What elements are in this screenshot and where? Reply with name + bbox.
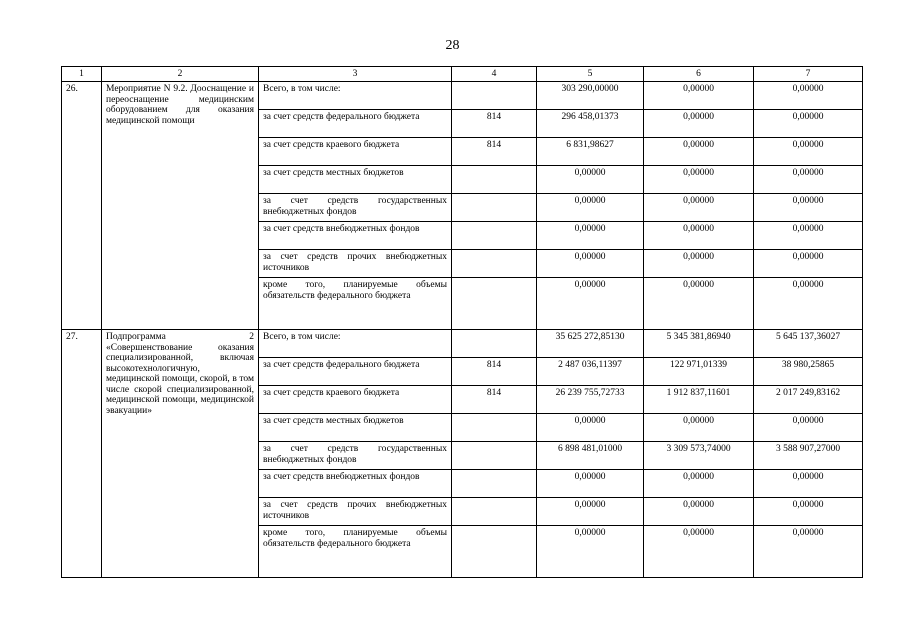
value-col-7: 5 645 137,36027 — [754, 330, 863, 358]
value-col-6: 0,00000 — [644, 470, 754, 498]
value-col-7: 0,00000 — [754, 222, 863, 250]
value-col-7: 3 588 907,27000 — [754, 442, 863, 470]
value-col-7: 0,00000 — [754, 498, 863, 526]
budget-code — [452, 330, 537, 358]
value-col-7: 0,00000 — [754, 414, 863, 442]
header-cell: 7 — [754, 67, 863, 82]
value-col-7: 2 017 249,83162 — [754, 386, 863, 414]
page-number: 28 — [445, 38, 460, 53]
header-cell: 1 — [62, 67, 102, 82]
table-row — [62, 82, 863, 110]
value-col-5: 0,00000 — [537, 526, 644, 578]
value-col-6: 3 309 573,74000 — [644, 442, 754, 470]
table-row — [62, 330, 863, 358]
value-col-7: 0,00000 — [754, 110, 863, 138]
budget-code: 814 — [452, 138, 537, 166]
table-body — [62, 82, 863, 578]
funding-source: кроме того, планируемые объемы обязательств федерального бюджета — [259, 278, 452, 330]
value-col-5: 0,00000 — [537, 166, 644, 194]
value-col-7: 38 980,25865 — [754, 358, 863, 386]
value-col-7: 0,00000 — [754, 526, 863, 578]
budget-code — [452, 498, 537, 526]
budget-code — [452, 414, 537, 442]
value-col-6: 0,00000 — [644, 110, 754, 138]
funding-source: кроме того, планируемые объемы обязательств федерального бюджета — [259, 526, 452, 578]
value-col-6: 0,00000 — [644, 222, 754, 250]
value-col-6: 5 345 381,86940 — [644, 330, 754, 358]
budget-code — [452, 82, 537, 110]
value-col-5: 0,00000 — [537, 250, 644, 278]
value-col-6: 0,00000 — [644, 166, 754, 194]
item-name: Мероприятие N 9.2. Дооснащение и переоснащение медицинским оборудованием для оказания медицинской помощи — [102, 82, 259, 330]
budget-code — [452, 250, 537, 278]
value-col-6: 122 971,01339 — [644, 358, 754, 386]
budget-code — [452, 470, 537, 498]
value-col-7: 0,00000 — [754, 470, 863, 498]
budget-code — [452, 222, 537, 250]
header-cell: 6 — [644, 67, 754, 82]
value-col-7: 0,00000 — [754, 278, 863, 330]
value-col-7: 0,00000 — [754, 166, 863, 194]
funding-source: за счет средств прочих внебюджетных источников — [259, 498, 452, 526]
budget-code — [452, 278, 537, 330]
value-col-7: 0,00000 — [754, 138, 863, 166]
value-col-6: 0,00000 — [644, 414, 754, 442]
value-col-6: 0,00000 — [644, 138, 754, 166]
value-col-5: 0,00000 — [537, 498, 644, 526]
funding-source: Всего, в том числе: — [259, 330, 452, 358]
funding-source: Всего, в том числе: — [259, 82, 452, 110]
budget-table — [61, 66, 863, 578]
header-cell: 4 — [452, 67, 537, 82]
funding-source: за счет средств государственных внебюджетных фондов — [259, 194, 452, 222]
value-col-5: 0,00000 — [537, 222, 644, 250]
header-cell: 5 — [537, 67, 644, 82]
value-col-6: 0,00000 — [644, 278, 754, 330]
value-col-6: 0,00000 — [644, 194, 754, 222]
value-col-7: 0,00000 — [754, 194, 863, 222]
value-col-5: 2 487 036,11397 — [537, 358, 644, 386]
value-col-5: 0,00000 — [537, 414, 644, 442]
value-col-7: 0,00000 — [754, 82, 863, 110]
budget-code — [452, 166, 537, 194]
budget-code: 814 — [452, 110, 537, 138]
value-col-5: 6 831,98627 — [537, 138, 644, 166]
value-col-5: 296 458,01373 — [537, 110, 644, 138]
funding-source: за счет средств прочих внебюджетных источников — [259, 250, 452, 278]
funding-source: за счет средств государственных внебюджетных фондов — [259, 442, 452, 470]
funding-source: за счет средств федерального бюджета — [259, 358, 452, 386]
budget-code — [452, 442, 537, 470]
header-cell: 2 — [102, 67, 259, 82]
funding-source: за счет средств федерального бюджета — [259, 110, 452, 138]
budget-code — [452, 194, 537, 222]
value-col-5: 303 290,00000 — [537, 82, 644, 110]
value-col-6: 0,00000 — [644, 526, 754, 578]
budget-code — [452, 526, 537, 578]
item-number: 26. — [62, 82, 102, 330]
value-col-6: 1 912 837,11601 — [644, 386, 754, 414]
value-col-5: 6 898 481,01000 — [537, 442, 644, 470]
value-col-5: 26 239 755,72733 — [537, 386, 644, 414]
header-cell: 3 — [259, 67, 452, 82]
value-col-6: 0,00000 — [644, 498, 754, 526]
funding-source: за счет средств внебюджетных фондов — [259, 470, 452, 498]
funding-source: за счет средств местных бюджетов — [259, 414, 452, 442]
item-name: Подпрограмма 2 «Совершенствование оказания специализированной, включая высокотехнологичную, медицинской помощи, скорой, в том числе скорой специализированной, медицинской помощи, медицинской эвакуации» — [102, 330, 259, 578]
value-col-6: 0,00000 — [644, 82, 754, 110]
value-col-5: 35 625 272,85130 — [537, 330, 644, 358]
funding-source: за счет средств местных бюджетов — [259, 166, 452, 194]
value-col-5: 0,00000 — [537, 194, 644, 222]
budget-code: 814 — [452, 386, 537, 414]
value-col-6: 0,00000 — [644, 250, 754, 278]
value-col-7: 0,00000 — [754, 250, 863, 278]
funding-source: за счет средств внебюджетных фондов — [259, 222, 452, 250]
value-col-5: 0,00000 — [537, 278, 644, 330]
item-number: 27. — [62, 330, 102, 578]
budget-code: 814 — [452, 358, 537, 386]
value-col-5: 0,00000 — [537, 470, 644, 498]
funding-source: за счет средств краевого бюджета — [259, 138, 452, 166]
header-row — [62, 67, 863, 82]
funding-source: за счет средств краевого бюджета — [259, 386, 452, 414]
